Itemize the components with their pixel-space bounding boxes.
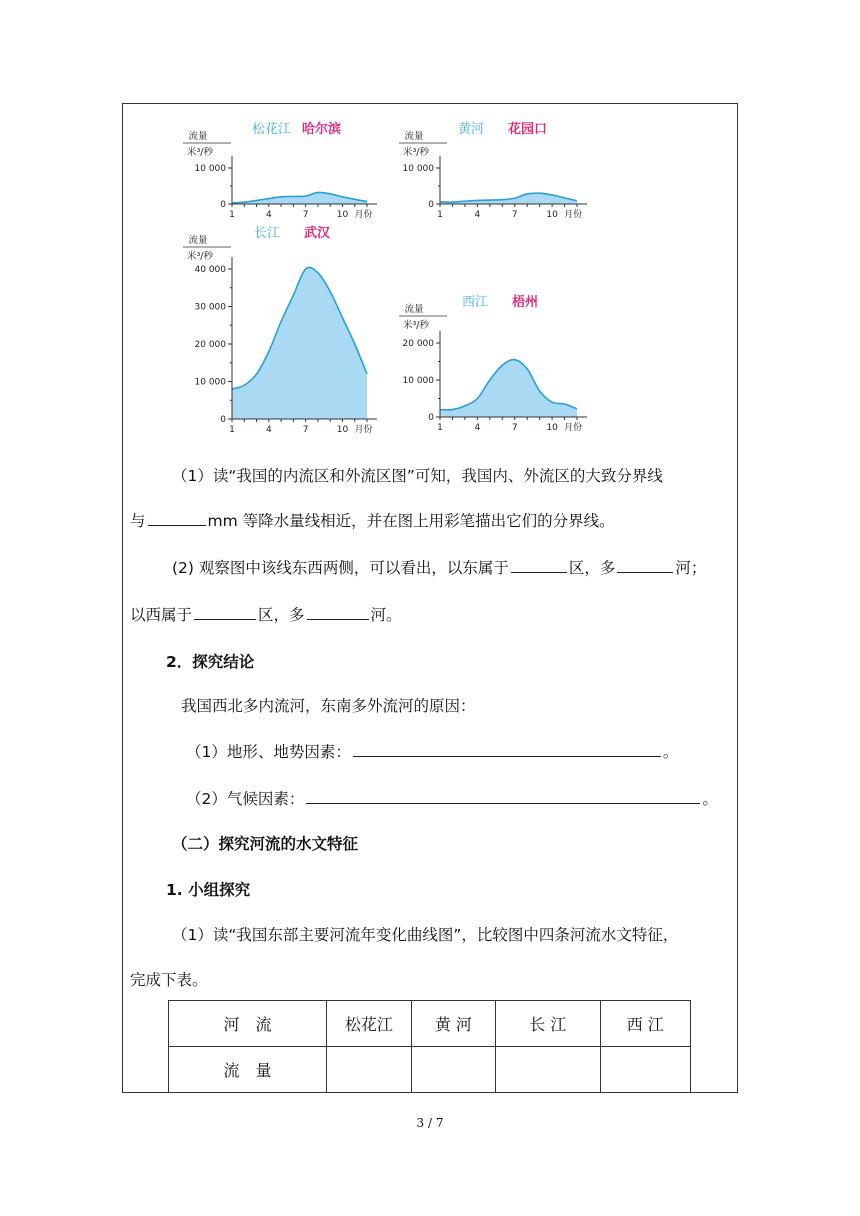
text-fragment: mm 等降水量线相近，并在图上用彩笔描出它们的分界线。 <box>207 512 615 530</box>
x-unit-label: 月份 <box>564 423 583 433</box>
x-tick-label: 4 <box>474 210 481 220</box>
station-name: 花园口 <box>508 122 548 137</box>
river-name: 松花江 <box>252 122 292 137</box>
y-axis-unit: 米³/秒 <box>403 320 430 331</box>
text-fragment: （2）气候因素： <box>186 790 305 808</box>
heading-hydrology: （二）探究河流的水文特征 <box>172 835 359 853</box>
y-tick-label: 10 000 <box>194 377 226 388</box>
table-cell: 松花江 <box>327 1001 412 1047</box>
text-fragment: 区，多 <box>258 606 305 624</box>
x-tick-label: 1 <box>437 210 443 220</box>
y-tick-label: 0 <box>220 415 226 425</box>
y-tick-label: 0 <box>220 200 226 210</box>
paragraph-2a <box>172 556 706 578</box>
answer-cell[interactable] <box>496 1047 600 1093</box>
x-tick-label: 10 <box>336 210 349 220</box>
table-cell: 长 江 <box>496 1001 600 1047</box>
table-row <box>169 1047 691 1093</box>
x-unit-label: 月份 <box>354 210 373 220</box>
river-name: 长江 <box>254 226 281 241</box>
x-tick-label: 4 <box>474 423 481 433</box>
x-tick-label: 7 <box>302 425 309 435</box>
text-fragment: （1）地形、地势因素： <box>186 743 351 761</box>
answer-blank[interactable] <box>148 510 206 526</box>
answer-cell[interactable] <box>600 1047 691 1093</box>
table-cell: 流 量 <box>169 1047 327 1093</box>
y-tick-label: 40 000 <box>194 265 226 275</box>
table-header-row <box>169 1001 691 1047</box>
x-unit-label: 月份 <box>354 425 373 435</box>
y-tick-label: 10 000 <box>402 164 434 174</box>
x-tick-label: 4 <box>265 425 272 435</box>
answer-cell[interactable] <box>411 1047 496 1093</box>
answer-blank[interactable] <box>617 557 673 573</box>
y-tick-label: 20 000 <box>402 339 434 349</box>
y-axis-unit: 米³/秒 <box>187 147 214 158</box>
y-axis-label: 流量 <box>404 304 424 315</box>
answer-blank[interactable] <box>306 788 700 804</box>
station-name: 哈尔滨 <box>302 122 342 137</box>
paragraph-6a: （1）读“我国东部主要河流年变化曲线图”，比较图中四条河流水文特征， <box>172 926 679 944</box>
x-tick-label: 10 <box>546 210 558 220</box>
river-name: 西江 <box>462 295 489 310</box>
river-name: 黄河 <box>458 122 485 137</box>
y-axis-label: 流量 <box>188 235 208 246</box>
station-name: 梧州 <box>512 295 539 310</box>
x-tick-label: 10 <box>546 423 558 433</box>
y-tick-label: 0 <box>428 413 434 423</box>
heading-group-study: 1. 小组探究 <box>166 881 251 899</box>
answer-cell[interactable] <box>327 1047 412 1093</box>
paragraph-5 <box>186 787 718 809</box>
x-tick-label: 7 <box>511 210 518 220</box>
x-tick-label: 7 <box>511 423 518 433</box>
text-fragment: 。 <box>702 790 718 808</box>
text-fragment: 河； <box>675 559 707 577</box>
text-fragment: 河。 <box>370 606 402 624</box>
river-flow-charts <box>0 0 860 450</box>
x-tick-label: 1 <box>437 423 443 433</box>
y-tick-label: 30 000 <box>194 302 226 313</box>
table-cell: 河 流 <box>169 1001 327 1047</box>
x-tick-label: 1 <box>229 425 235 435</box>
paragraph-3: 我国西北多内流河，东南多外流河的原因： <box>181 697 476 715</box>
text-fragment: (2) 观察图中该线东西两侧，可以看出，以东属于 <box>172 559 509 577</box>
y-axis-label: 流量 <box>188 131 208 142</box>
y-axis-label: 流量 <box>404 131 424 142</box>
answer-blank[interactable] <box>307 604 369 620</box>
heading-conclusion: 2．探究结论 <box>166 653 255 671</box>
station-name: 武汉 <box>304 226 331 241</box>
x-tick-label: 4 <box>265 210 272 220</box>
page-number: 3 / 7 <box>416 1116 444 1130</box>
text-fragment: 区，多 <box>568 559 616 577</box>
table-cell: 黄 河 <box>411 1001 496 1047</box>
y-tick-label: 20 000 <box>194 340 226 350</box>
table-cell: 西 江 <box>600 1001 691 1047</box>
y-tick-label: 10 000 <box>194 164 226 174</box>
x-unit-label: 月份 <box>564 210 583 220</box>
x-tick-label: 1 <box>229 210 235 220</box>
x-tick-label: 7 <box>302 210 309 220</box>
paragraph-1a: （1）读“我国的内流区和外流区图”可知，我国内、外流区的大致分界线 <box>172 467 663 485</box>
text-fragment: 与 <box>130 512 146 530</box>
y-axis-unit: 米³/秒 <box>403 147 430 158</box>
x-tick-label: 10 <box>336 425 349 435</box>
text-fragment: 。 <box>662 743 679 761</box>
paragraph-2b <box>130 603 402 625</box>
answer-blank[interactable] <box>194 604 256 620</box>
answer-blank[interactable] <box>511 557 567 573</box>
text-fragment: 以西属于 <box>130 606 193 624</box>
paragraph-6b: 完成下表。 <box>130 971 208 989</box>
y-tick-label: 0 <box>428 200 434 210</box>
answer-blank[interactable] <box>353 741 661 757</box>
flow-area <box>232 267 367 419</box>
river-feature-table <box>168 1000 691 1093</box>
y-axis-unit: 米³/秒 <box>187 251 214 262</box>
y-tick-label: 10 000 <box>402 376 434 386</box>
paragraph-1b <box>130 509 615 531</box>
paragraph-4 <box>186 740 678 762</box>
